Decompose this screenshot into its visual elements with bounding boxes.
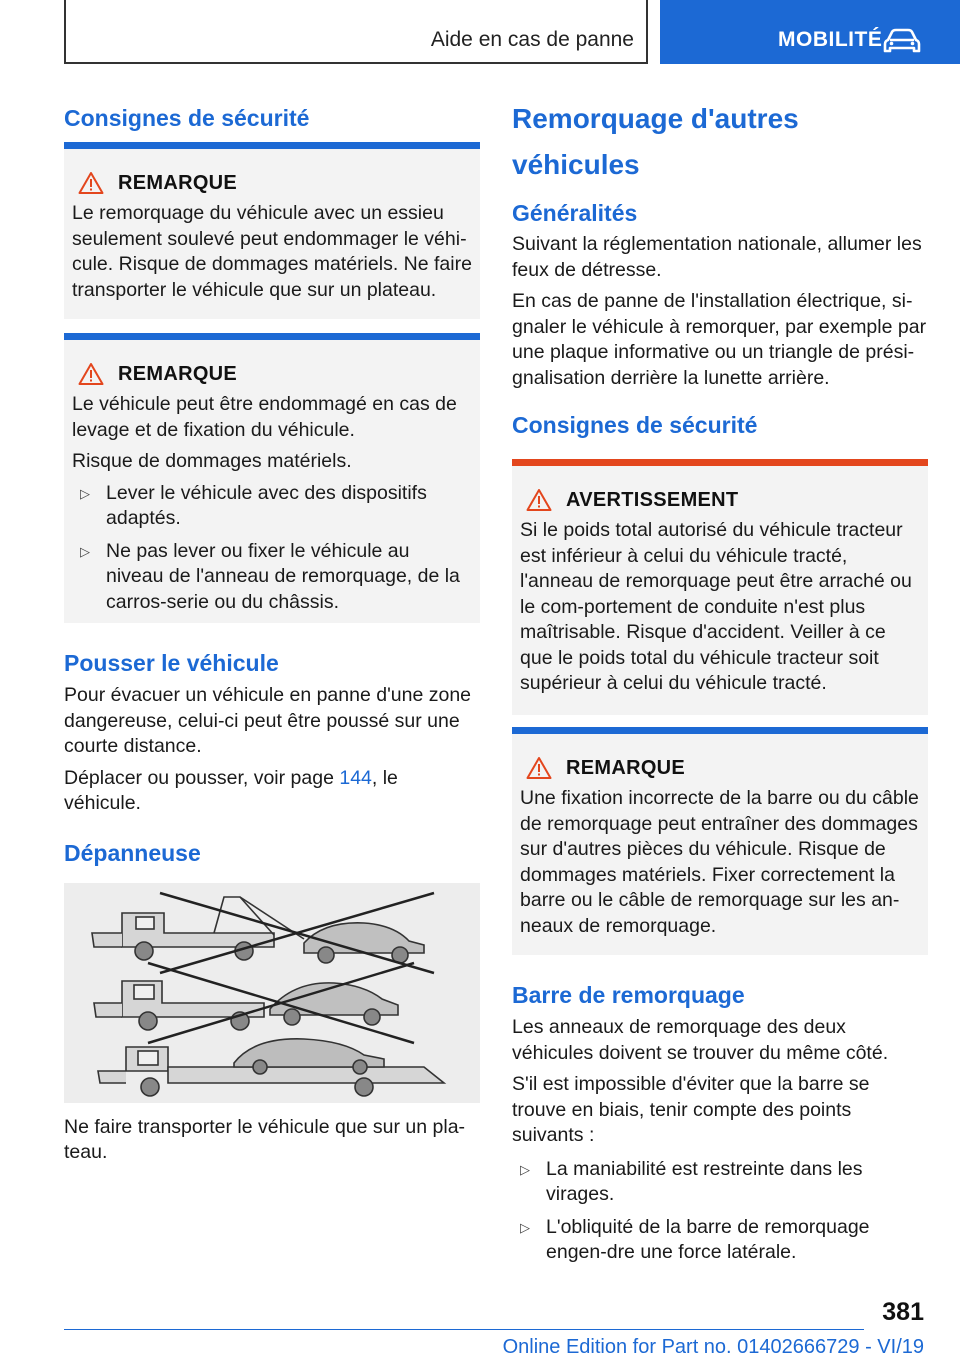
notice-title: REMARQUE — [566, 756, 686, 779]
notice-head — [72, 360, 472, 388]
notice-text: Risque de dommages matériels. — [72, 450, 352, 472]
figure-caption: Ne faire transporter le véhicule que sur un pla-teau. — [64, 1115, 466, 1163]
heading-towbar: Barre de remorquage — [512, 982, 745, 1008]
notice-title: AVERTISSEMENT — [566, 488, 739, 511]
notice-text: Le véhicule peut être endommagé en cas de levage et de fixation du véhicule. — [72, 393, 457, 441]
triangle-bullet-icon: ▷ — [80, 485, 90, 501]
triangle-bullet-icon: ▷ — [520, 1219, 530, 1235]
list-item: ▷ La maniabilité est restreinte dans les virages. — [520, 1157, 863, 1205]
heading-towing-other-vehicles: Remorquage d'autres véhicules — [512, 103, 799, 180]
list-item: ▷ Ne pas lever ou fixer le véhicule au niveau de l'anneau de remorquage, de la carros-serie ou du châssis. — [80, 539, 460, 613]
notice-title: REMARQUE — [118, 362, 238, 385]
push-text: Pour évacuer un véhicule en panne d'une zone dangereuse, celui-ci peut être poussé sur une courte distance. — [64, 684, 472, 757]
heading-safety-right: Consignes de sécurité — [512, 412, 758, 438]
notice-text: Si le poids total autorisé du véhicule tracteur est inférieur à celui du véhicule tracté, l'anneau de remorquage peut être arraché ou le com-portement de conduite n'est plus maîtrisable. Risque d'accident. Veiller à ce que le poids total du véhicule tracteur soit supérieur à celui du véhicule tracté. — [520, 519, 912, 694]
tow-truck-figure — [64, 883, 480, 1103]
notice-head — [520, 754, 920, 782]
notice-warning — [512, 459, 928, 715]
warning-triangle-icon — [526, 488, 552, 512]
general-text: En cas de panne de l'installation électrique, si-gnaler le véhicule à remorquer, par exemple par une plaque informative ou un triangle de prési-gnalisation derrière la lunette arrière. — [512, 290, 927, 389]
header-tab-label: MOBILITÉ — [778, 28, 883, 51]
towbar-list — [512, 1157, 928, 1266]
warning-triangle-icon — [78, 171, 104, 195]
notice-head — [72, 169, 472, 197]
heading-tow-truck: Dépanneuse — [64, 839, 201, 866]
triangle-bullet-icon: ▷ — [520, 1161, 530, 1177]
towbar-text: Les anneaux de remorquage des deux véhicules doivent se trouver du même côté. — [512, 1016, 889, 1064]
footer-divider — [64, 1329, 864, 1330]
tow-truck-illustration — [64, 883, 480, 1103]
push-reference: Déplacer ou pousser, voir page 144, le véhicule. — [64, 766, 398, 814]
notice-text: Une fixation incorrecte de la barre ou du câble de remorquage peut entraîner des dommages sur d'autres pièces du véhicule. Risque de dommages matériels. Fixer correctement la barre ou le câble de remorquage sur les an-neaux de remorquage. — [520, 787, 919, 937]
heading-general: Généralités — [512, 200, 638, 226]
notice-head — [520, 486, 920, 514]
right-column — [512, 96, 928, 1273]
list-item: ▷ Lever le véhicule avec des dispositifs adaptés. — [80, 481, 427, 529]
header-section-title: Aide en cas de panne — [430, 28, 634, 51]
triangle-bullet-icon: ▷ — [80, 543, 90, 559]
heading-safety-left: Consignes de sécurité — [64, 105, 310, 131]
notice-list — [72, 481, 472, 616]
page-number: 381 — [882, 1298, 924, 1326]
general-text: Suivant la réglementation nationale, allumer les feux de détresse. — [512, 233, 922, 281]
page-link-144[interactable]: 144 — [339, 766, 372, 789]
towbar-text: S'il est impossible d'éviter que la barre se trouve en biais, tenir compte des points suivants : — [512, 1073, 870, 1146]
notice-remark-right — [512, 727, 928, 955]
notice-remark-1 — [64, 142, 480, 319]
footer-edition: Online Edition for Part no. 01402666729 - VI/19 — [502, 1336, 924, 1358]
warning-triangle-icon — [526, 756, 552, 780]
car-icon — [882, 27, 922, 55]
notice-title: REMARQUE — [118, 171, 238, 194]
notice-text: Le remorquage du véhicule avec un essieu seulement soulevé peut endommager le véhi-cule. Risque de dommages matériels. Ne faire transporter le véhicule que sur un plateau. — [72, 202, 472, 301]
warning-triangle-icon — [78, 362, 104, 386]
header-tab-mobility[interactable] — [660, 0, 960, 64]
left-column — [64, 96, 480, 1166]
list-item: ▷ L'obliquité de la barre de remorquage engen-dre une force latérale. — [520, 1215, 870, 1263]
notice-remark-2 — [64, 333, 480, 623]
heading-push-vehicle: Pousser le véhicule — [64, 650, 279, 676]
